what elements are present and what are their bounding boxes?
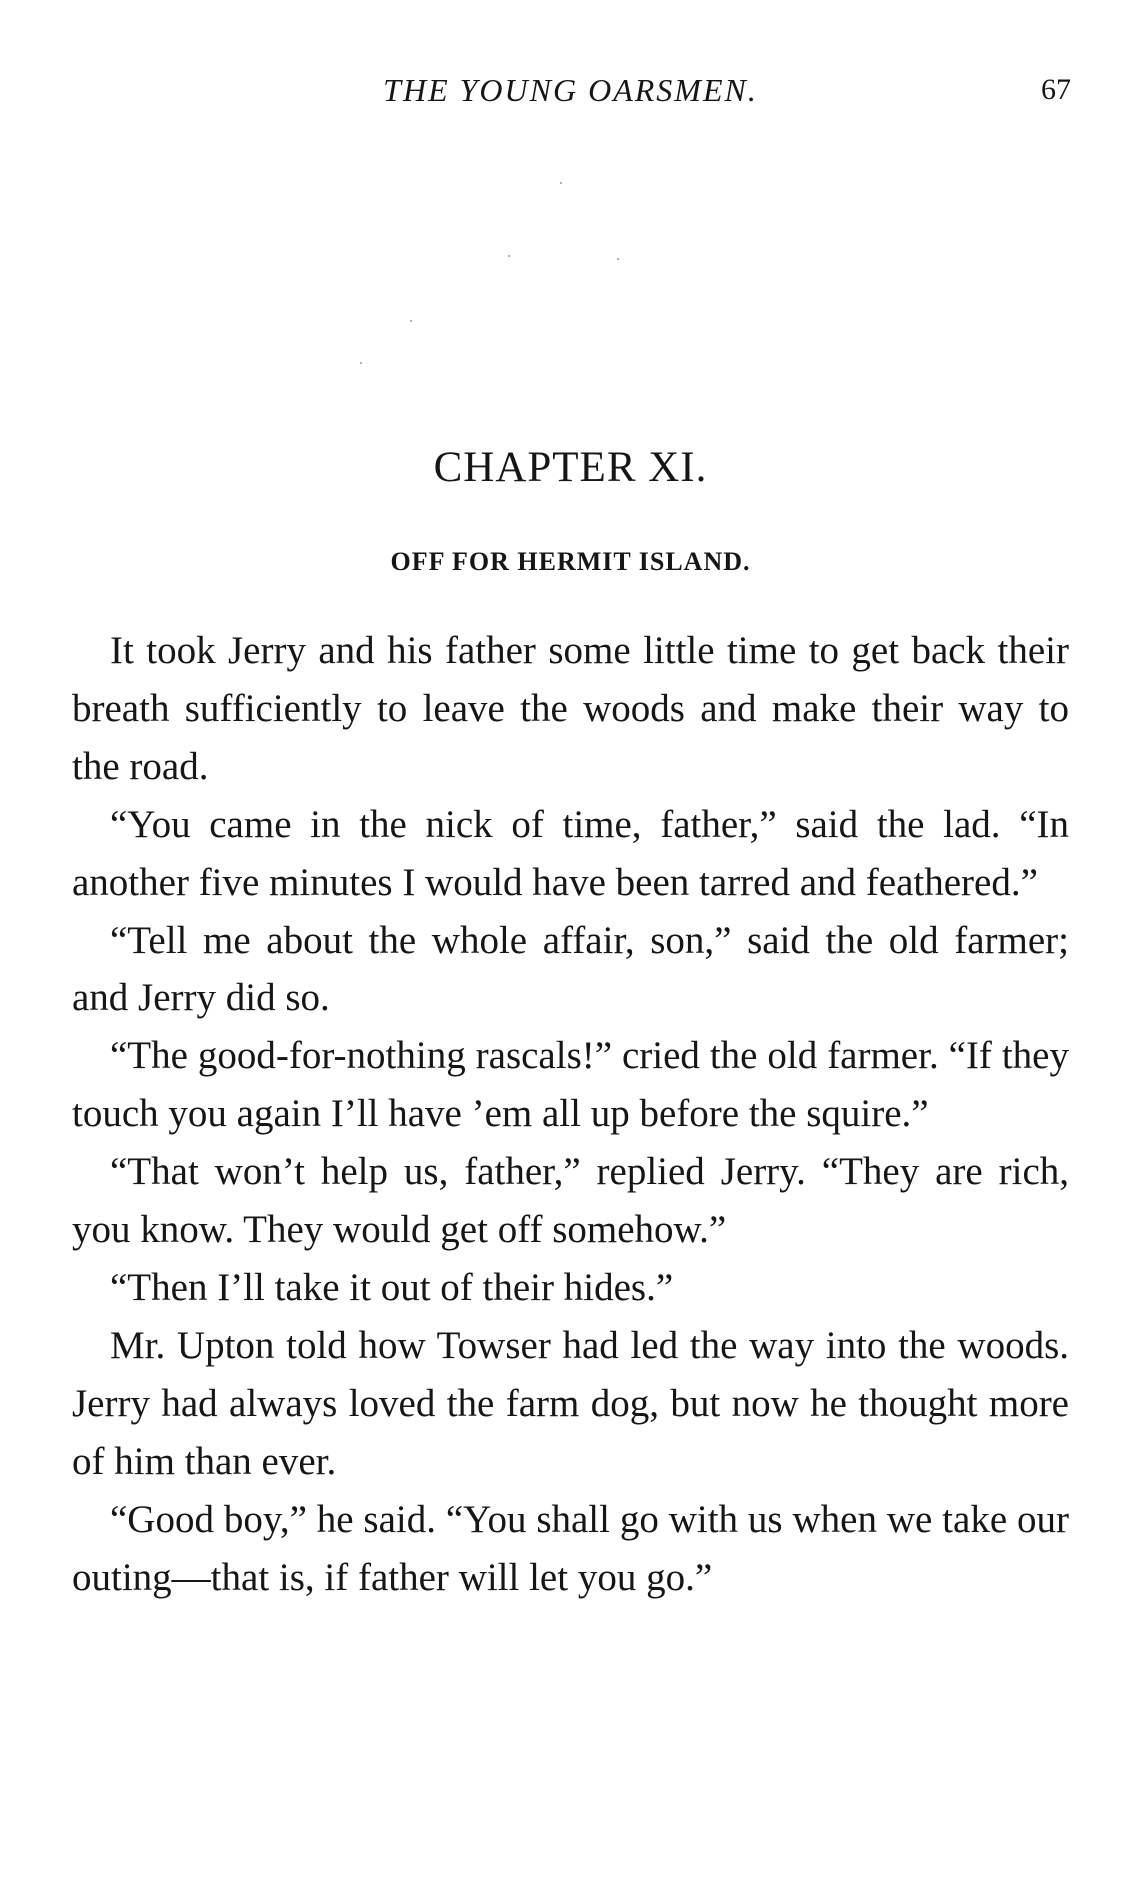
scan-speck [410,320,412,322]
paragraph: “The good-for-nothing rascals!” cried the old farmer. “If they touch you again I’ll have ’em all up before the squire.” [72,1034,1069,1136]
scan-speck [560,182,562,184]
scan-speck [360,362,362,364]
scan-speck [508,255,510,257]
chapter-subtitle: OFF FOR HERMIT ISLAND. [390,547,751,576]
paragraph: “Good boy,” he said. “You shall go with us when we take our outing—that is, if father will let you go.” [72,1497,1069,1599]
running-head [0,60,1141,120]
paragraph: Mr. Upton told how Towser had led the way into the woods. Jerry had always loved the farm dog, but now he thought more of him than ever. [72,1323,1069,1483]
body-text [72,622,1069,1606]
paragraph: “You came in the nick of time, father,” said the lad. “In another five minutes I would have been tarred and feathered.” [72,802,1069,904]
paragraph: “Tell me about the whole affair, son,” said the old farmer; and Jerry did so. [72,918,1069,1020]
paragraph: “That won’t help us, father,” replied Jerry. “They are rich, you know. They would get off somehow.” [72,1150,1069,1252]
running-title: THE YOUNG OARSMEN. [383,72,758,108]
page-number: 67 [1041,73,1071,106]
scan-speck [617,258,619,260]
paragraph: It took Jerry and his father some little time to get back their breath sufficiently to leave the woods and make their way to the road. [72,629,1069,788]
paragraph: “Then I’ll take it out of their hides.” [110,1265,674,1309]
chapter-heading: CHAPTER XI. [433,444,708,491]
